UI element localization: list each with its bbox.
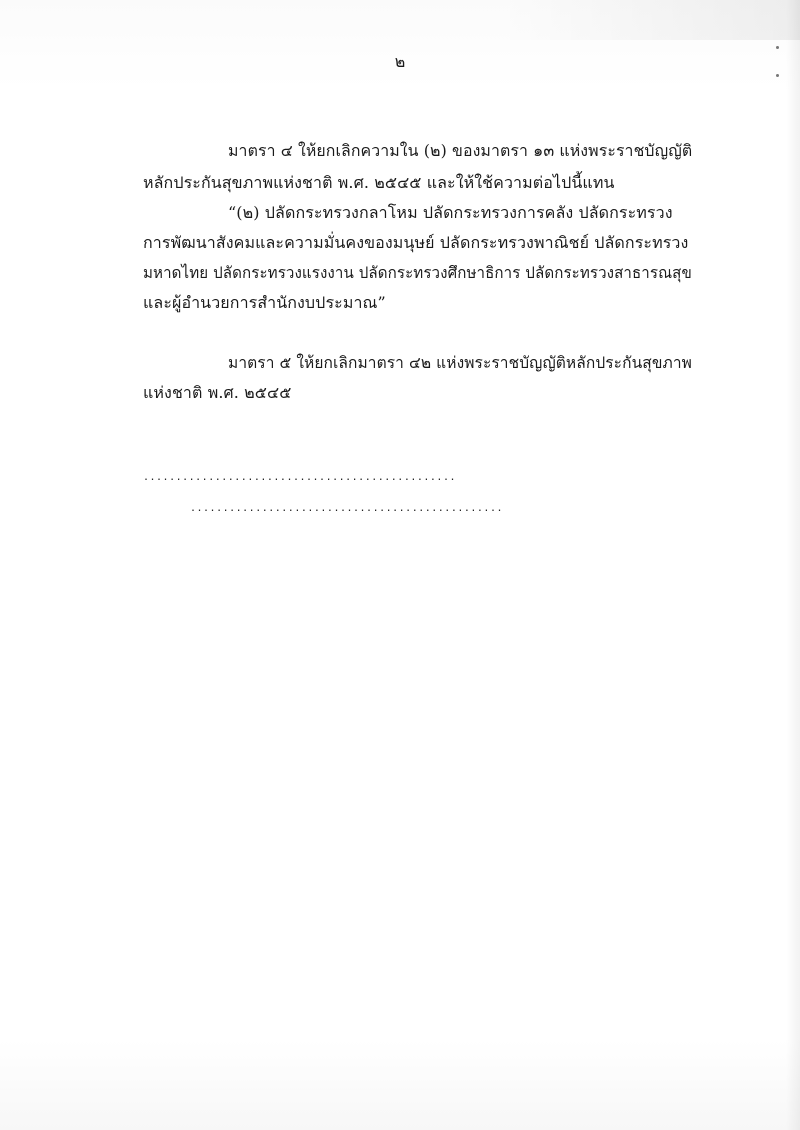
quote-line-4: และผู้อำนวยการสำนักงบประมาณ” (143, 293, 386, 312)
scan-shade-top (500, 0, 800, 40)
section-5-line-2: แห่งชาติ พ.ศ. ๒๕๔๕ (143, 383, 292, 402)
section-4-line-2: หลักประกันสุขภาพแห่งชาติ พ.ศ. ๒๕๔๕ และให้ใช้ความต่อไปนี้แทน (143, 173, 615, 192)
section-5-line-1: มาตรา ๕ ให้ยกเลิกมาตรา ๔๒ แห่งพระราชบัญญัติหลักประกันสุขภาพ (228, 353, 692, 372)
signature-dotted-line-2: ................................................ (190, 503, 503, 514)
quote-line-2: การพัฒนาสังคมและความมั่นคงของมนุษย์ ปลัดกระทรวงพาณิชย์ ปลัดกระทรวง (143, 233, 689, 252)
scan-speck (776, 74, 779, 77)
scan-shade-right (786, 0, 800, 1130)
page-number: ๒ (394, 52, 406, 71)
scan-speck (776, 46, 779, 49)
quote-line-1: “(๒) ปลัดกระทรวงกลาโหม ปลัดกระทรวงการคลัง ปลัดกระทรวง (228, 203, 673, 222)
section-4-line-1: มาตรา ๔ ให้ยกเลิกความใน (๒) ของมาตรา ๑๓ แห่งพระราชบัญญัติ (228, 141, 693, 160)
quote-line-3: มหาดไทย ปลัดกระทรวงแรงงาน ปลัดกระทรวงศึกษาธิการ ปลัดกระทรวงสาธารณสุข (143, 263, 692, 282)
signature-dotted-line-1: ................................................ (143, 472, 456, 483)
